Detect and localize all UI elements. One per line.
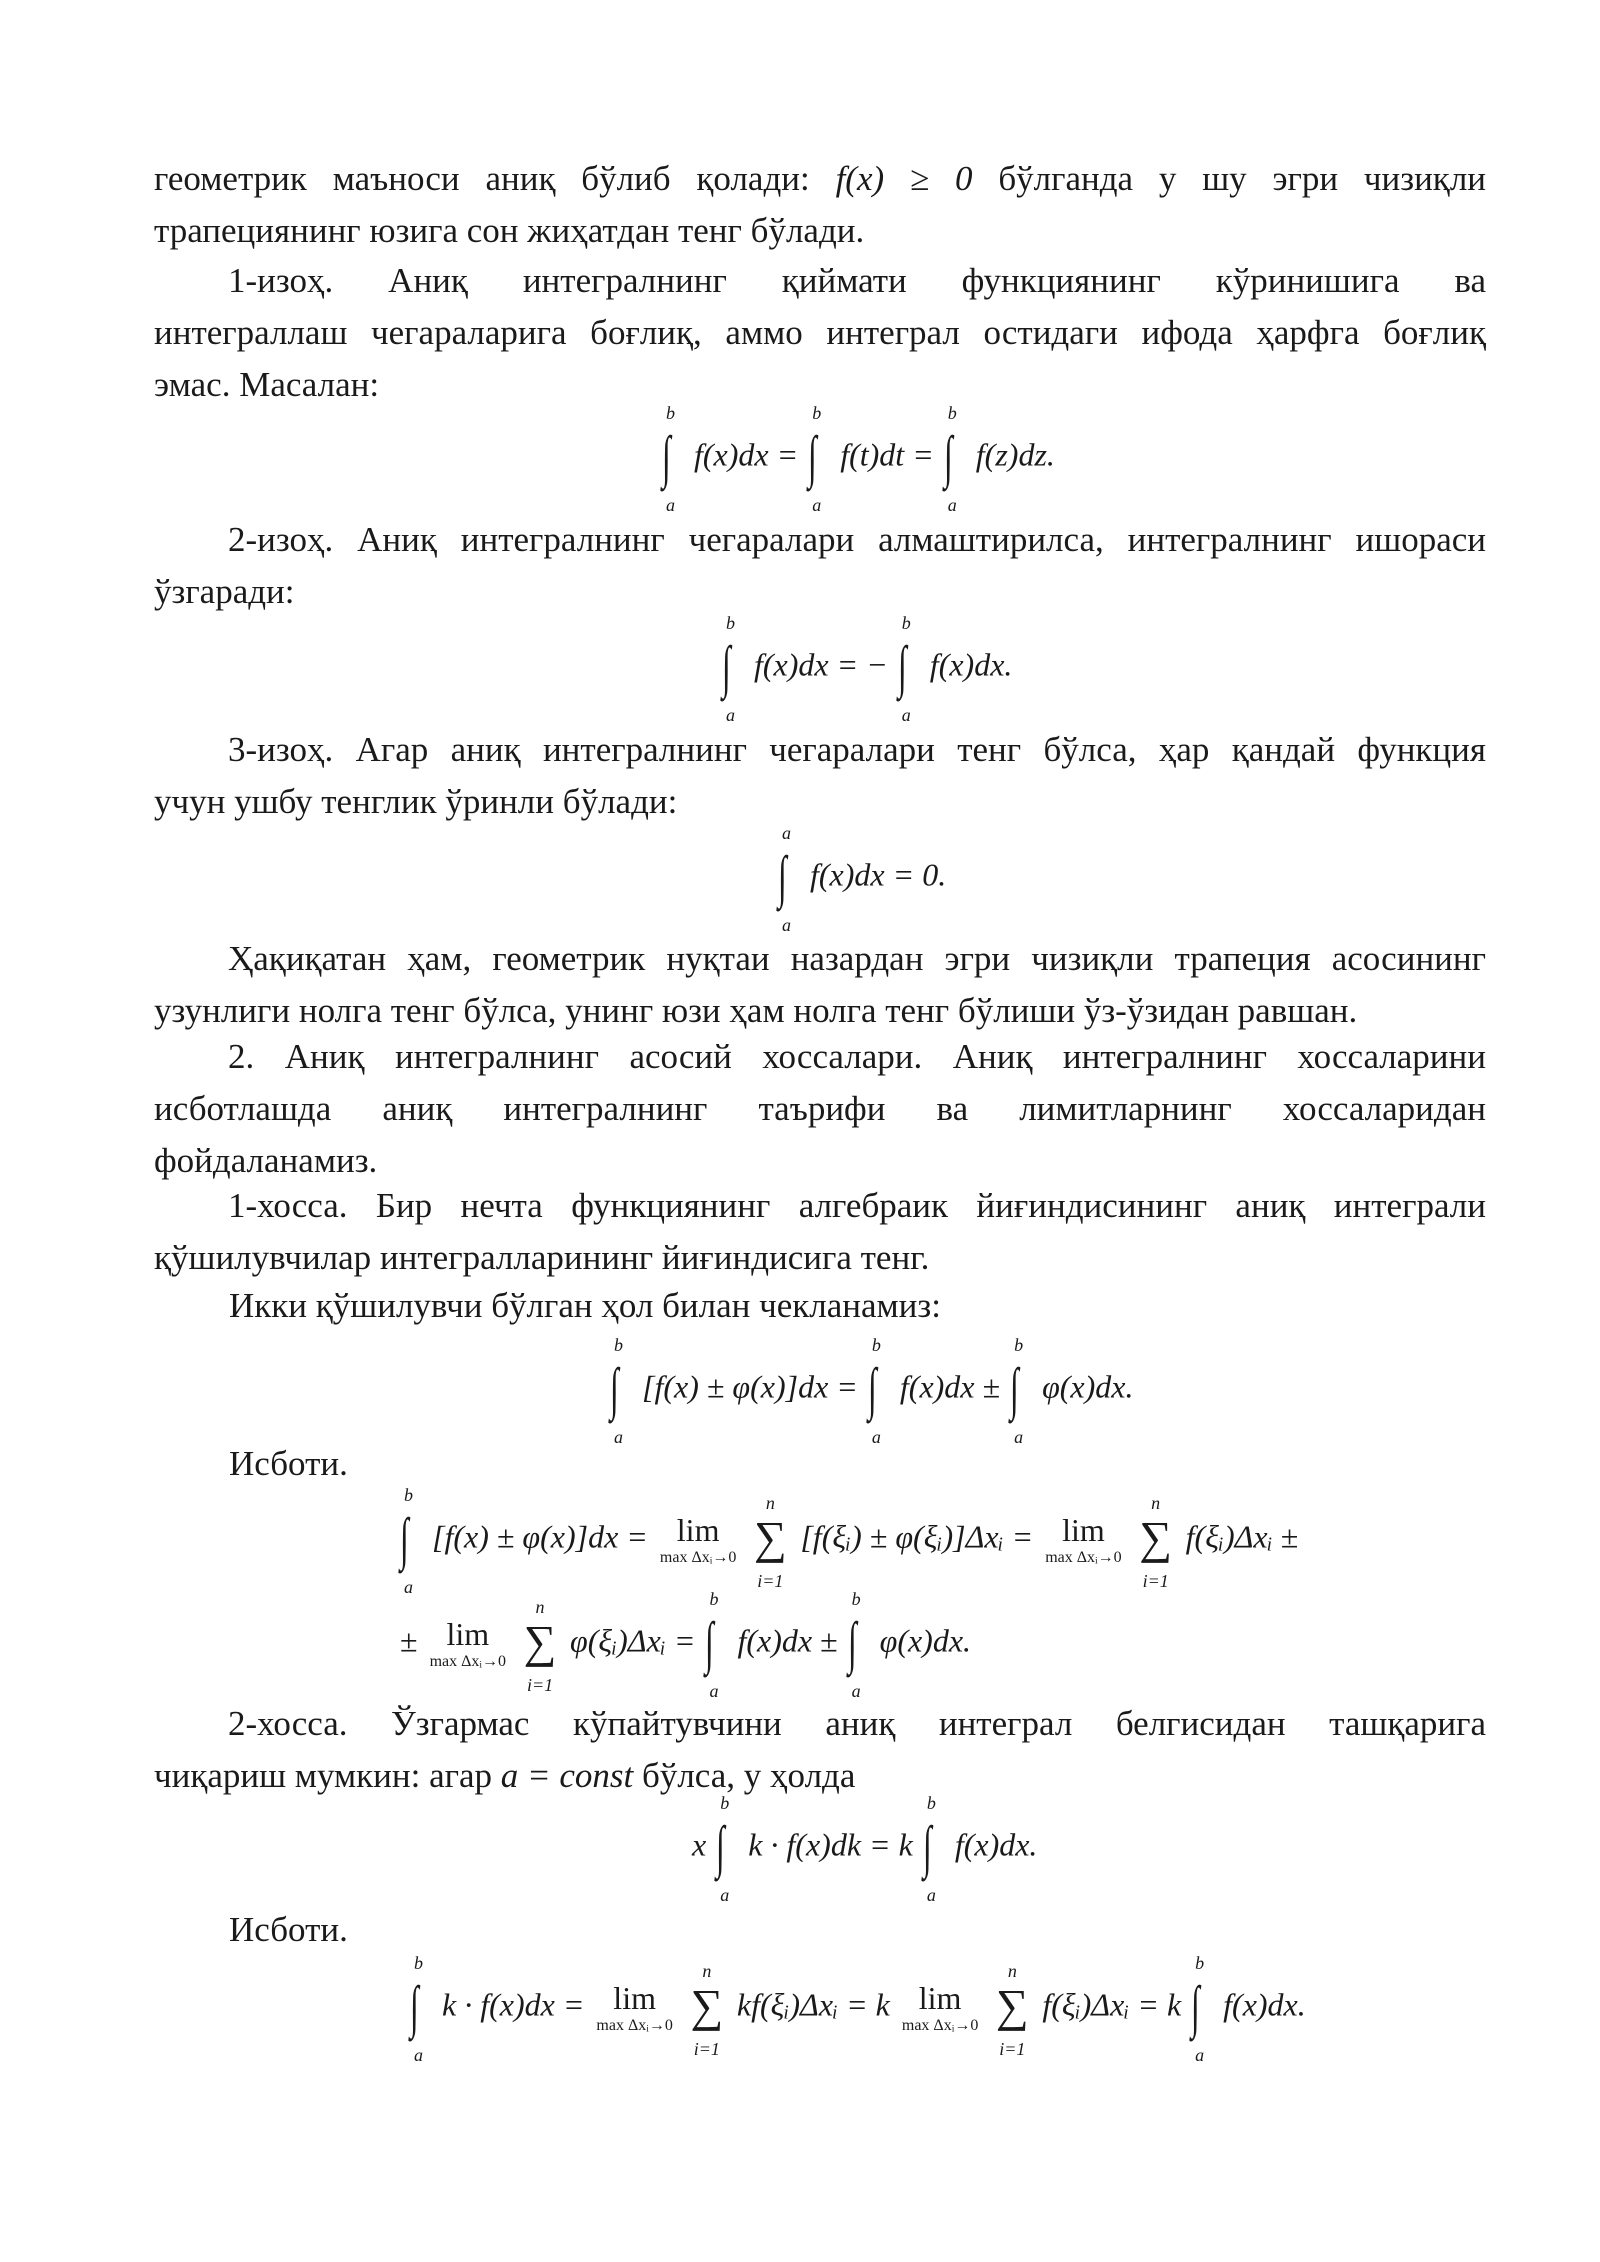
integral-sign: ∫ b a (867, 1335, 881, 1447)
text-line: 2-хосса. Ўзгармас кўпайтувчини аниқ интеграл белгисидан ташқарига (228, 1704, 1486, 1743)
limit: lim max Δxᵢ→0 (1045, 1512, 1122, 1566)
integral-sign: ∫ b a (610, 1335, 623, 1447)
integral-sign: ∫ b a (847, 1589, 861, 1701)
integral-sign: ∫ b a (400, 1485, 413, 1597)
limit: lim max Δxᵢ→0 (596, 1980, 673, 2034)
text-line: 1-хосса. Бир нечта функциянинг алгебраик йиғиндисининг аниқ интеграли (228, 1186, 1486, 1225)
limit: lim max Δxᵢ→0 (429, 1616, 507, 1670)
remark-1 (154, 255, 1486, 411)
integral-sign: ∫ b a (410, 1953, 423, 2065)
text-line: 3-изоҳ. Агар аниқ интегралнинг чегаралари тенг бўлса, ҳар қандай функция (228, 730, 1486, 769)
text-line: 1-изоҳ. Аниқ интегралнинг қиймати функциянинг кўринишига ва (228, 261, 1486, 300)
integral-sign: ∫ b a (1191, 1953, 1205, 2065)
property-2 (154, 1698, 1486, 1802)
inline-formula: a = const (500, 1756, 634, 1795)
text: чиқариш мумкин: агар (154, 1756, 493, 1795)
formula-2: ∫ b a f(x)dx = − ∫ b a f(x)dx. (722, 613, 1013, 725)
text-line: 2. Аниқ интегралнинг асосий хоссалари. Аниқ интегралнинг хоссаларини (228, 1037, 1486, 1076)
integral-sign: ∫ b a (1010, 1335, 1024, 1447)
property-1 (154, 1180, 1486, 1284)
text: геометрик маъноси аниқ бўлиб қолади: (154, 159, 810, 198)
formula-5-line-2: ± lim max Δxᵢ→0 ∑ n i=1 φ(ξᵢ)Δxᵢ = ∫ b a f(x)dx ± ∫ b a φ(x)dx. (400, 1589, 972, 1701)
integral-sign: ∫ b a (662, 403, 675, 515)
integral-sign: ∫ b a (943, 403, 957, 515)
section-2 (154, 1031, 1486, 1187)
inline-formula: f(x) ≥ 0 (835, 159, 973, 198)
text-line: фойдаланамиз. (154, 1141, 378, 1180)
sum-sign: ∑ n i=1 (690, 1961, 724, 2059)
formula-1: ∫ b a f(x)dx = ∫ b a f(t)dt = ∫ b a f(z)dz. (662, 403, 1055, 515)
integral-sign: ∫ b a (808, 403, 822, 515)
text-line: эмас. Масалан: (154, 365, 380, 404)
text-line: 2-изоҳ. Аниқ интегралнинг чегаралари алмаштирилса, интегралнинг ишораси (228, 520, 1486, 559)
text-line: учун ушбу тенглик ўринли бўлади: (154, 782, 678, 821)
limit: lim max Δxᵢ→0 (659, 1512, 737, 1566)
integral-sign: ∫ a a (778, 823, 791, 935)
proof-label: Исботи. (229, 1910, 348, 1949)
text-line: узунлиги нолга тенг бўлса, унинг юзи ҳам нолга тенг бўлиши ўз-ўзидан равшан. (154, 991, 1358, 1030)
limit: lim max Δxᵢ→0 (901, 1980, 979, 2034)
integral-sign: ∫ b a (705, 1589, 719, 1701)
sum-sign: ∑ n i=1 (753, 1493, 787, 1591)
formula-7: ∫ b a k · f(x)dx = lim max Δxᵢ→0 ∑ n i=1 kf(ξᵢ)Δxᵢ = k lim max Δxᵢ→0 ∑ n i=1 f(ξᵢ)Δxᵢ = k ∫ b a f(x)dx. (410, 1953, 1306, 2065)
proof-label: Исботи. (229, 1444, 348, 1483)
integral-sign: ∫ b a (922, 1793, 936, 1905)
integral-sign: ∫ b a (716, 1793, 730, 1905)
formula-5-line-1: ∫ b a [f(x) ± φ(x)]dx = lim max Δxᵢ→0 ∑ n i=1 [f(ξᵢ) ± φ(ξᵢ)]Δxᵢ = lim max Δxᵢ→0 ∑ n i=1 f(ξᵢ)Δxᵢ ± (400, 1485, 1299, 1597)
text-line: Ҳақиқатан ҳам, геометрик нуқтаи назардан эгри чизиқли трапеция асосининг (228, 939, 1486, 978)
formula-3: ∫ a a f(x)dx = 0. (778, 823, 947, 935)
remark-2 (154, 514, 1486, 618)
text: бўлса, у ҳолда (642, 1756, 856, 1795)
formula-4: ∫ b a [f(x) ± φ(x)]dx = ∫ b a f(x)dx ± ∫ b a φ(x)dx. (610, 1335, 1134, 1447)
sum-sign: ∑ n i=1 (995, 1961, 1029, 2059)
sum-sign: ∑ n i=1 (1139, 1493, 1173, 1591)
formula-6: x ∫ b a k · f(x)dk = k ∫ b a f(x)dx. (692, 1793, 1038, 1905)
paragraph-1 (154, 153, 1486, 257)
text-line: қўшилувчилар интегралларининг йиғиндисига тенг. (154, 1238, 930, 1277)
text-line: ўзгаради: (154, 572, 295, 611)
text-line: трапециянинг юзига сон жиҳатдан тенг бўлади. (154, 211, 865, 250)
integral-sign: ∫ b a (722, 613, 735, 725)
remark-3 (154, 724, 1486, 828)
sum-sign: ∑ n i=1 (523, 1597, 557, 1695)
integral-sign: ∫ b a (897, 613, 911, 725)
text-line: исботлашда аниқ интегралнинг таърифи ва лимитларнинг хоссаларидан (154, 1089, 1486, 1128)
text-line: Икки қўшилувчи бўлган ҳол билан чекланамиз: (229, 1286, 941, 1325)
paragraph-5 (154, 933, 1486, 1037)
text: бўлганда у шу эгри чизиқли (998, 159, 1487, 198)
text-line: интеграллаш чегараларига боғлиқ, аммо интеграл остидаги ифода ҳарфга боғлиқ (154, 313, 1486, 352)
